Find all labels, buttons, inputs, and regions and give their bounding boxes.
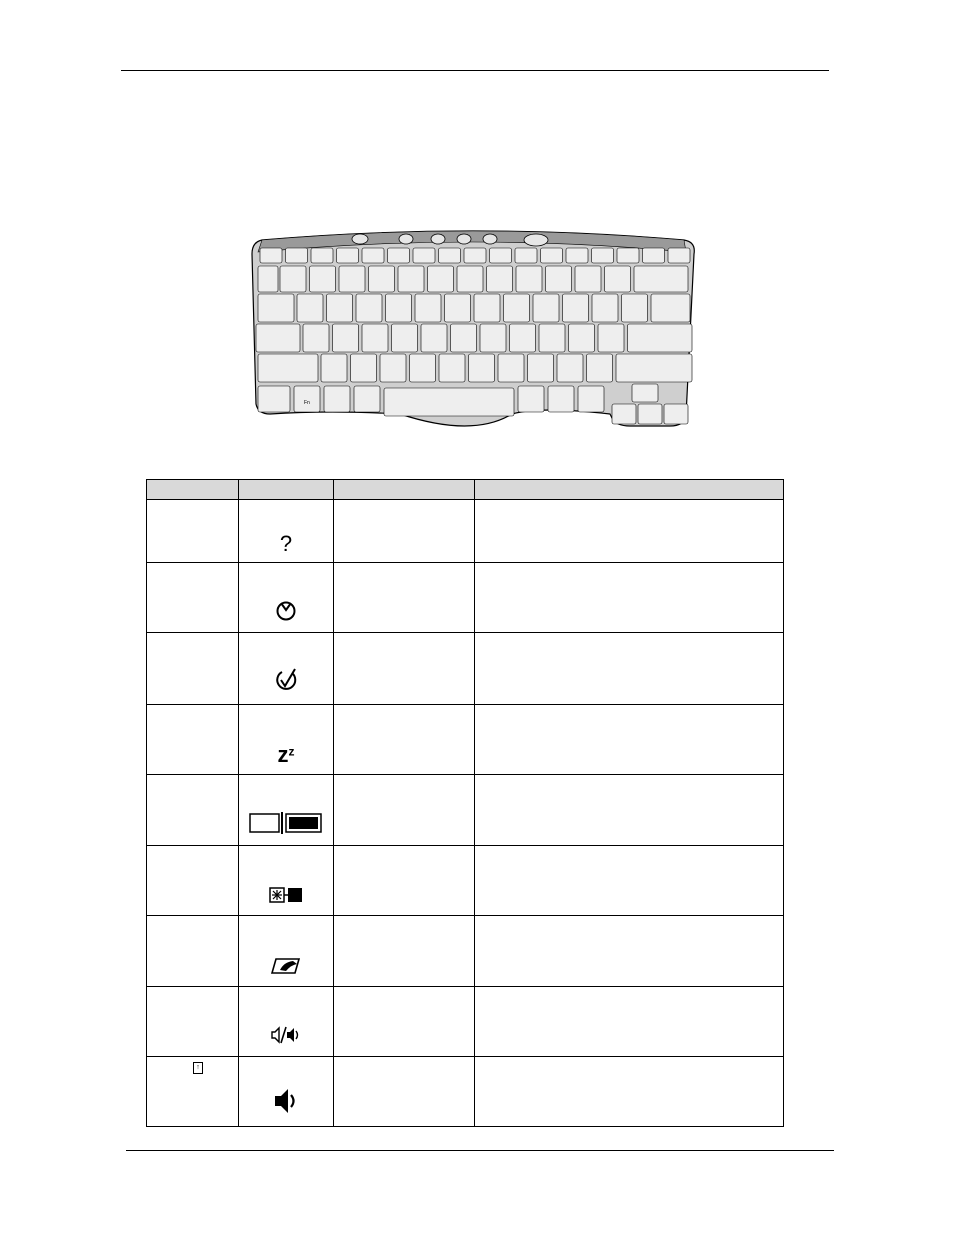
key [457, 266, 483, 292]
key [333, 324, 359, 352]
key [354, 386, 380, 412]
caps-key [256, 324, 300, 352]
key [474, 294, 500, 322]
key [351, 354, 377, 382]
right-shift-key [616, 354, 692, 382]
table-row [147, 845, 784, 915]
key [310, 266, 336, 292]
header-function [334, 480, 475, 500]
key [557, 354, 583, 382]
key [622, 294, 648, 322]
shift-key [258, 354, 318, 382]
launch-button-4 [457, 234, 471, 244]
header-description [475, 480, 784, 500]
key [575, 266, 601, 292]
key [569, 324, 595, 352]
key [369, 266, 395, 292]
header-icon [239, 480, 334, 500]
key [398, 266, 424, 292]
sleep-zz-icon: $z^z$ [277, 742, 295, 768]
key [339, 266, 365, 292]
fn-key [294, 386, 320, 412]
function-key [515, 248, 537, 263]
table-row [147, 705, 784, 775]
arrow-down-key [638, 404, 662, 424]
key [428, 266, 454, 292]
header-hotkey [147, 480, 239, 500]
arrow-left-key [612, 404, 636, 424]
key [598, 324, 624, 352]
key [451, 324, 477, 352]
key [539, 324, 565, 352]
table-row [147, 775, 784, 845]
touchpad-icon [271, 957, 301, 975]
screen-blank-icon [269, 886, 303, 904]
key [415, 294, 441, 322]
launch-button-1 [352, 234, 368, 244]
launch-button-5 [483, 234, 497, 244]
arrow-up-key [632, 384, 658, 402]
setup-clock-icon [274, 599, 298, 621]
function-key [643, 248, 665, 263]
key [516, 266, 542, 292]
table-row [147, 986, 784, 1056]
launch-button-2 [399, 234, 413, 244]
launch-button-3 [431, 234, 445, 244]
ctrl-key [258, 386, 290, 412]
function-key [439, 248, 461, 263]
table-row [147, 500, 784, 563]
spacebar-key [384, 388, 514, 416]
key [528, 354, 554, 382]
table-row [147, 563, 784, 633]
arrow-right-key [664, 404, 688, 424]
enter-key [628, 324, 693, 352]
keyboard-illustration [250, 228, 696, 436]
key [445, 294, 471, 322]
key [546, 266, 572, 292]
key [439, 354, 465, 382]
key [324, 386, 350, 412]
backspace-key [634, 266, 688, 292]
function-key [337, 248, 359, 263]
key [533, 294, 559, 322]
backslash-key [651, 294, 690, 322]
display-toggle-icon [249, 812, 323, 834]
key [386, 294, 412, 322]
key [280, 266, 306, 292]
key [498, 354, 524, 382]
key [487, 266, 513, 292]
function-key [464, 248, 486, 263]
key [321, 354, 347, 382]
function-key [413, 248, 435, 263]
function-key [566, 248, 588, 263]
key [592, 294, 618, 322]
table-row [147, 915, 784, 986]
key [380, 354, 406, 382]
key [410, 354, 436, 382]
key [303, 324, 329, 352]
key [356, 294, 382, 322]
key [510, 324, 536, 352]
key [469, 354, 495, 382]
function-key [286, 248, 308, 263]
key [362, 324, 388, 352]
function-key [541, 248, 563, 263]
speaker-volume-icon [273, 1087, 299, 1115]
function-key [668, 248, 690, 263]
arrow-up-key-icon: ↑ [193, 1062, 203, 1074]
key [297, 294, 323, 322]
fn-key-label: Fn [304, 400, 310, 406]
key [578, 386, 604, 412]
function-key [490, 248, 512, 263]
tab-key [258, 294, 294, 322]
hotkey-table [146, 479, 784, 1127]
question-icon: ? [279, 531, 293, 557]
function-key [388, 248, 410, 263]
function-key [592, 248, 614, 263]
table-header-row [147, 480, 784, 500]
speaker-toggle-icon [271, 1025, 301, 1045]
function-key [617, 248, 639, 263]
table-row [147, 1056, 784, 1126]
power-check-icon [273, 667, 299, 693]
key [421, 324, 447, 352]
function-key [260, 248, 282, 263]
key [518, 386, 544, 412]
function-key [311, 248, 333, 263]
key [480, 324, 506, 352]
footer-rule [126, 1150, 834, 1151]
key [392, 324, 418, 352]
key [605, 266, 631, 292]
key [258, 266, 278, 292]
key [327, 294, 353, 322]
header-rule [121, 70, 829, 71]
power-button [524, 234, 548, 246]
function-key [362, 248, 384, 263]
key [563, 294, 589, 322]
key [587, 354, 613, 382]
key [504, 294, 530, 322]
key [548, 386, 574, 412]
table-row [147, 633, 784, 705]
